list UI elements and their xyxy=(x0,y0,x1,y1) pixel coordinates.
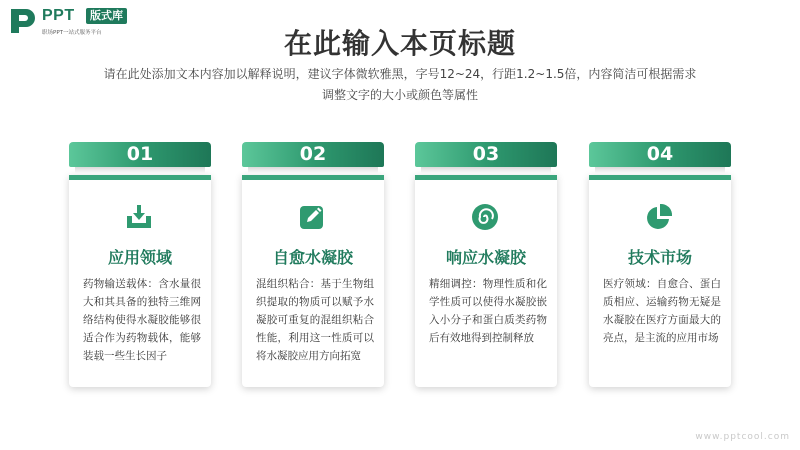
tab-shadow xyxy=(75,167,205,173)
spiral-circle-icon xyxy=(470,202,500,232)
tab-shadow xyxy=(421,167,551,173)
card-number-tab: 01 xyxy=(69,142,211,167)
feature-card-3[interactable] xyxy=(415,142,557,387)
card-title: 技术市场 xyxy=(627,248,692,267)
card-body: 药物输送载体：含水量很大和其具备的独特三维网络结构使得水凝胶能够很适合作为药物载体，能够装载一些生长因子 xyxy=(83,278,201,362)
feature-card-2[interactable] xyxy=(242,142,384,387)
card-body: 精细调控：物理性质和化学性质可以使得水凝胶嵌入小分子和蛋白质类药物后有效地得到控制释放 xyxy=(429,278,547,344)
tab-shadow xyxy=(248,167,378,173)
card-panel xyxy=(242,175,384,387)
edit-pen-icon xyxy=(297,202,327,232)
card-panel xyxy=(415,175,557,387)
card-panel xyxy=(589,175,731,387)
pie-chart-icon xyxy=(644,202,674,232)
card-body: 医疗领域：自愈合、蛋白质相应、运输药物无疑是水凝胶在医疗方面最大的亮点，是主流的应用市场 xyxy=(603,278,721,344)
feature-card-4[interactable] xyxy=(589,142,731,387)
download-box-icon xyxy=(124,202,154,232)
watermark: www.pptcool.com xyxy=(695,432,790,442)
tab-shadow xyxy=(595,167,725,173)
card-number-tab: 03 xyxy=(415,142,557,167)
card-panel xyxy=(69,175,211,387)
card-title: 响应水凝胶 xyxy=(445,248,526,267)
card-body: 混组织粘合：基于生物组织提取的物质可以赋予水凝胶可重复的混组织粘合性能，利用这一性质可以将水凝胶应用方向拓宽 xyxy=(256,278,374,362)
page-title[interactable]: 在此输入本页标题 xyxy=(283,27,516,60)
feature-card-1[interactable] xyxy=(69,142,211,387)
card-title: 应用领域 xyxy=(107,248,172,267)
card-number-tab: 04 xyxy=(589,142,731,167)
page-subtitle[interactable]: 请在此处添加文本内容加以解释说明，建议字体微软雅黑，字号12~24，行距1.2~1.5倍，内容简洁可根据需求调整文字的大小或颜色等属性 xyxy=(103,67,697,102)
brand-tagline: 职场PPT一站式服务平台 xyxy=(42,30,102,36)
card-title: 自愈水凝胶 xyxy=(272,248,353,267)
brand-name: PPT xyxy=(42,7,75,24)
card-number-tab: 02 xyxy=(242,142,384,167)
brand-badge: 版式库 xyxy=(86,8,127,24)
